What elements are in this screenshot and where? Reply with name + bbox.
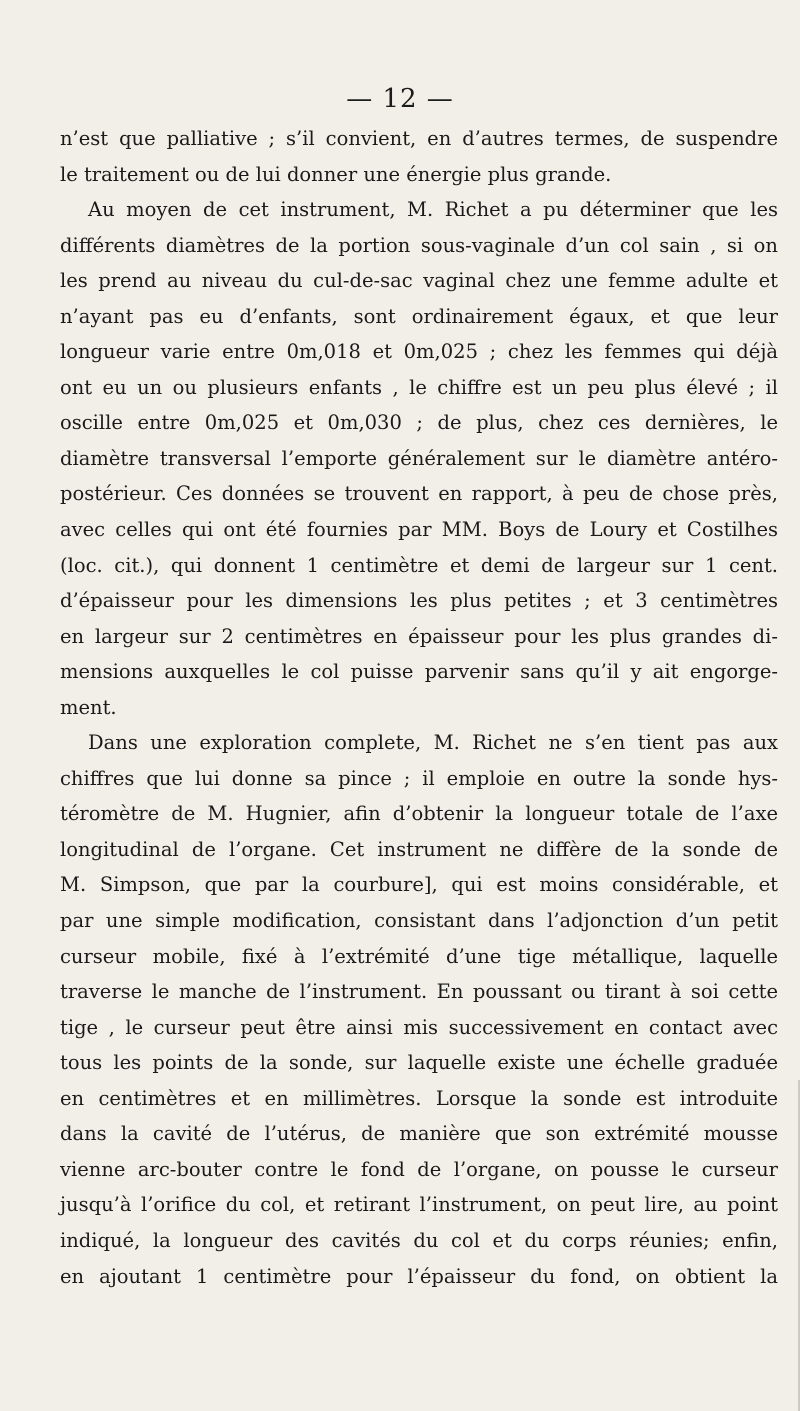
text-line: longueur varie entre 0m,018 et 0m,025 ; chez les femmes qui déjà xyxy=(60,340,778,364)
text-line: longitudinal de l’organe. Cet instrument ne diffère de la sonde de xyxy=(60,837,778,861)
text-line: en largeur sur 2 centimètres en épaisseur pour les plus grandes di- xyxy=(60,624,778,648)
text-line: n’ayant pas eu d’enfants, sont ordinairement égaux, et que leur xyxy=(60,304,778,328)
text-line: curseur mobile, fixé à l’extrémité d’une tige métallique, laquelle xyxy=(60,944,778,968)
text-line: tige , le curseur peut être ainsi mis successivement en contact avec xyxy=(60,1015,778,1039)
text-line: ont eu un ou plusieurs enfants , le chiffre est un peu plus élevé ; il xyxy=(60,375,778,399)
text-line: par une simple modification, consistant dans l’adjonction d’un petit xyxy=(60,909,778,933)
text-line: tous les points de la sonde, sur laquelle existe une échelle graduée xyxy=(60,1051,778,1075)
text-line: téromètre de M. Hugnier, afin d’obtenir la longueur totale de l’axe xyxy=(60,802,778,826)
text-line: postérieur. Ces données se trouvent en rapport, à peu de chose près, xyxy=(60,482,778,506)
text-line: vienne arc-bouter contre le fond de l’organe, on pousse le curseur xyxy=(60,1157,778,1181)
text-line: jusqu’à l’orifice du col, et retirant l’instrument, on peut lire, au point xyxy=(60,1193,778,1217)
text-line: diamètre transversal l’emporte généralement sur le diamètre antéro- xyxy=(60,446,778,470)
text-line: oscille entre 0m,025 et 0m,030 ; de plus, chez ces dernières, le xyxy=(60,411,778,435)
text-line: Au moyen de cet instrument, M. Richet a pu déterminer que les xyxy=(88,198,778,222)
text-line: en ajoutant 1 centimètre pour l’épaisseur du fond, on obtient la xyxy=(60,1264,778,1288)
text-line: dans la cavité de l’utérus, de manière que son extrémité mousse xyxy=(60,1122,778,1146)
text-line: d’épaisseur pour les dimensions les plus petites ; et 3 centimètres xyxy=(60,589,778,613)
text-line: différents diamètres de la portion sous-vaginale d’un col sain , si on xyxy=(60,233,778,257)
text-line: indiqué, la longueur des cavités du col et du corps réunies; enfin, xyxy=(60,1228,778,1252)
text-line: les prend au niveau du cul-de-sac vaginal chez une femme adulte et xyxy=(60,269,778,293)
text-line: traverse le manche de l’instrument. En poussant ou tirant à soi cette xyxy=(60,980,778,1004)
text-line: chiffres que lui donne sa pince ; il emploie en outre la sonde hys- xyxy=(60,766,778,790)
page-number-header: — 12 — xyxy=(346,84,454,114)
text-line: mensions auxquelles le col puisse parvenir sans qu’il y ait engorge- xyxy=(60,660,778,684)
text-line: le traitement ou de lui donner une énergie plus grande. xyxy=(60,162,612,186)
text-line: Dans une exploration complete, M. Richet ne s’en tient pas aux xyxy=(88,731,778,755)
text-line: ment. xyxy=(60,695,117,719)
text-line: M. Simpson, que par la courbure], qui est moins considérable, et xyxy=(60,873,778,897)
body-text xyxy=(60,121,778,1294)
text-line: n’est que palliative ; s’il convient, en d’autres termes, de suspendre xyxy=(60,127,778,150)
text-line: en centimètres et en millimètres. Lorsque la sonde est introduite xyxy=(60,1086,778,1110)
text-line: avec celles qui ont été fournies par MM. Boys de Loury et Costilhes xyxy=(60,518,778,542)
text-line: (loc. cit.), qui donnent 1 centimètre et demi de largeur sur 1 cent. xyxy=(60,553,778,577)
